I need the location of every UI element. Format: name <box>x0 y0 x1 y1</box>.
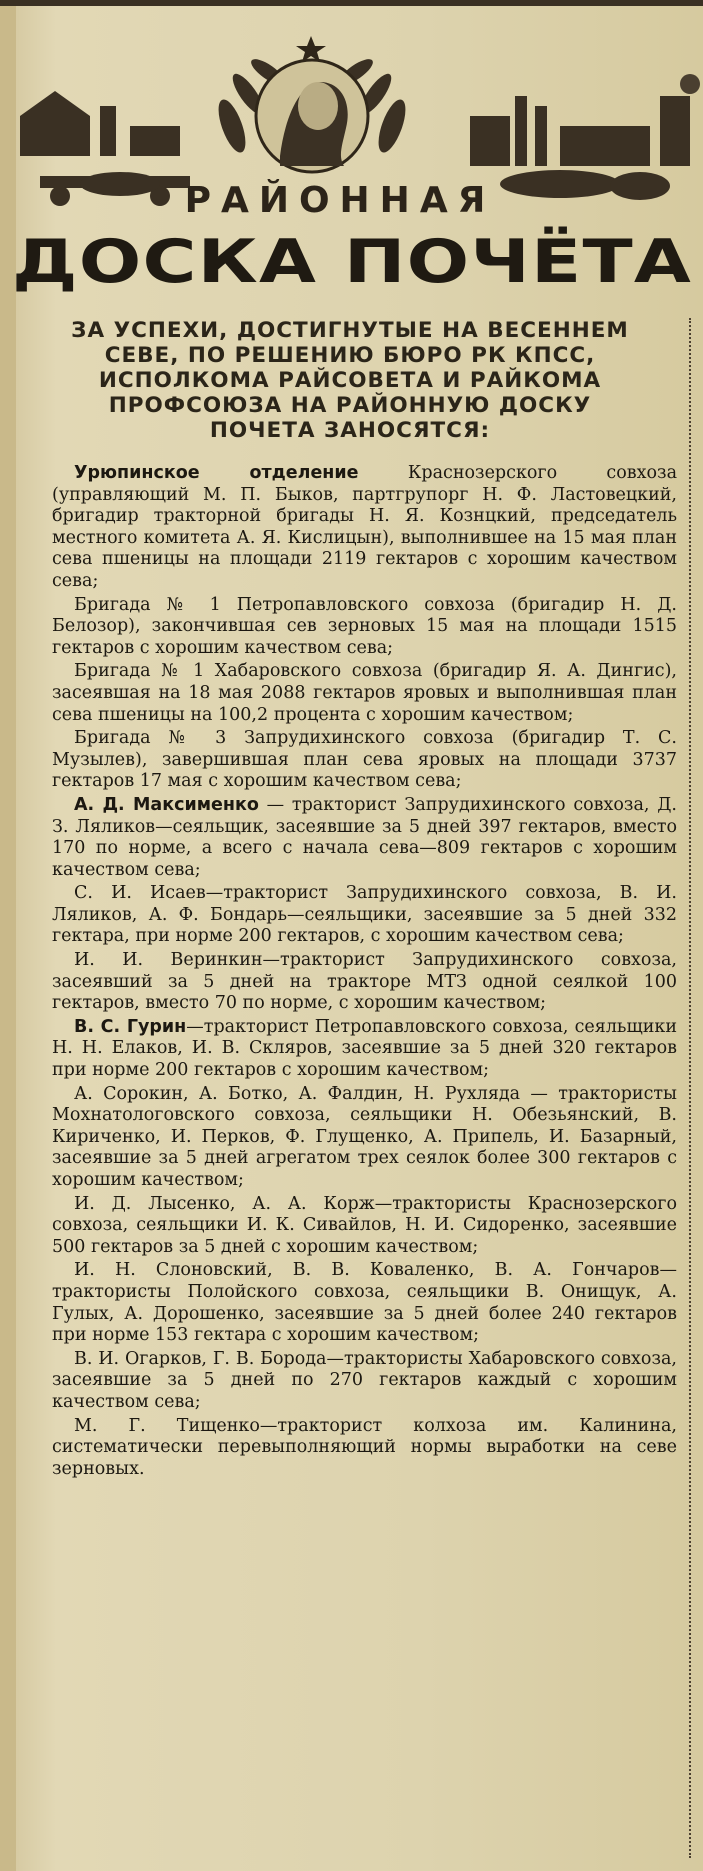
honor-entry <box>52 1194 677 1259</box>
factory-icon <box>470 74 700 166</box>
entry-text: А. Сорокин, А. Ботко, А. Фалдин, Н. Рухляда — трактористы Мохнатологовского совхоза, сеяльщики Н. Обезьянский, В. Кириченко, И. Перков, Ф. Глущенко, А. Припель, И. Базарный, засеявшие за 5 дней агрегатом трех сеялок более 300 гектаров с хорошим качеством; <box>52 1083 677 1190</box>
intro-line: ИСПОЛКОМА РАЙСОВЕТА И РАЙКОМА <box>98 368 602 393</box>
honor-entry <box>52 950 677 1015</box>
honor-entry <box>52 1349 677 1414</box>
honor-entry <box>52 661 677 726</box>
entry-bold: В. С. Гурин <box>74 1016 187 1037</box>
title-line1: РАЙОННАЯ <box>184 180 496 221</box>
entry-text: Бригада № 1 Петропавловского совхоза (бригадир Н. Д. Белозор), закончившая сев зерновых 15 мая на площади 1515 гектаров с хорошим качеством сева; <box>52 594 677 658</box>
entry-text: И. И. Веринкин—тракторист Запрудихинского совхоза, засеявший за 5 дней на тракторе МТЗ одной сеялкой 100 гектаров, вместо 70 по норме, с хорошим качеством; <box>52 950 677 1014</box>
entry-text: Бригада № 1 Хабаровского совхоза (бригадир Я. А. Дингис), засеявшая на 18 мая 2088 гектаров яровых и выполнившая план сева пшеницы на 100,2 процента с хорошим качеством; <box>52 661 677 725</box>
entry-text: И. Н. Слоновский, В. В. Коваленко, В. А. Гончаров—трактористы Полойского совхоза, сеяльщики В. Онищук, А. Гулых, А. Дорошенко, засеявшие за 5 дней более 240 гектаров при норме 153 гектара с хорошим качеством; <box>52 1260 677 1346</box>
title-line2: ДОСКА ПОЧЁТА <box>12 227 567 297</box>
honor-entry <box>52 1017 677 1082</box>
entry-bold: А. Д. Максименко <box>74 794 259 815</box>
column-rule <box>689 318 691 1858</box>
entry-text: С. И. Исаев—тракторист Запрудихинского совхоза, В. И. Ляликов, А. Ф. Бондарь—сеяльщики, засеявшие за 5 дней 332 гектара, при норме 200 гектаров, с хорошим качеством сева; <box>52 883 677 947</box>
intro-line: ЗА УСПЕХИ, ДОСТИГНУТЫЕ НА ВЕСЕННЕМ <box>71 318 629 343</box>
honor-entry <box>52 795 677 881</box>
honor-entry <box>52 1416 677 1481</box>
entry-bold: Урюпинское отделение <box>74 463 359 483</box>
entry-text: Бригада № 3 Запрудихинского совхоза (бригадир Т. С. Музылев), завершившая план сева яровых на площади 3737 гектаров 17 мая с хорошим качеством сева; <box>52 728 677 792</box>
honor-entry <box>52 728 677 793</box>
article-body <box>52 463 677 1482</box>
honor-entry <box>52 883 677 948</box>
honor-entry <box>52 595 677 660</box>
star-icon <box>296 36 326 62</box>
masthead <box>0 6 703 301</box>
lenin-portrait-icon <box>256 60 368 172</box>
honor-entry <box>52 463 677 593</box>
entry-text: Краснозерского совхоза (управляющий М. П. Быков, партгрупорг Н. Ф. Ластовецкий, бригадир тракторной бригады Н. Я. Кознцкий, председатель местного комитета А. Я. Кислицын), выполнившее на 15 мая план сева пшеницы на площади 2119 гектаров с хорошим качеством сева; <box>52 463 677 591</box>
entry-text: И. Д. Лысенко, А. А. Корж—трактористы Краснозерского совхоза, сеяльщики И. К. Сивайлов, Н. И. Сидоренко, засеявшие 500 гектаров за 5 дней с хорошим качеством; <box>52 1193 677 1257</box>
entry-text: М. Г. Тищенко—тракторист колхоза им. Калинина, систематически перевыполняющий нормы выработки на севе зерновых. <box>52 1415 677 1479</box>
entry-text: В. И. Огарков, Г. В. Борода—трактористы Хабаровского совхоза, засеявшие за 5 дней по 270 гектаров каждый с хорошим качеством сева; <box>52 1348 677 1412</box>
honor-entry <box>52 1084 677 1192</box>
intro-line: ПОЧЕТА ЗАНОСЯТСЯ: <box>209 418 491 443</box>
honor-entry <box>52 1260 677 1346</box>
intro-line: ПРОФСОЮЗА НА РАЙОННУЮ ДОСКУ <box>108 393 592 418</box>
intro-line: СЕВЕ, ПО РЕШЕНИЮ БЮРО РК КПСС, <box>104 343 596 368</box>
entry-text: — тракторист Запрудихинского совхоза, Д. З. Ляликов—сеяльщик, засеявшие за 5 дней 397 гектаров, вместо 170 по норме, а всего с начала сева—809 гектаров с хорошим качеством сева; <box>52 794 677 880</box>
intro-heading <box>40 318 660 443</box>
entry-text: —тракторист Петропавловского совхоза, сеяльщики Н. Н. Елаков, И. В. Скляров, засеявшие за 5 дней 320 гектаров при норме 200 гектаров с хорошим качеством; <box>52 1016 677 1081</box>
